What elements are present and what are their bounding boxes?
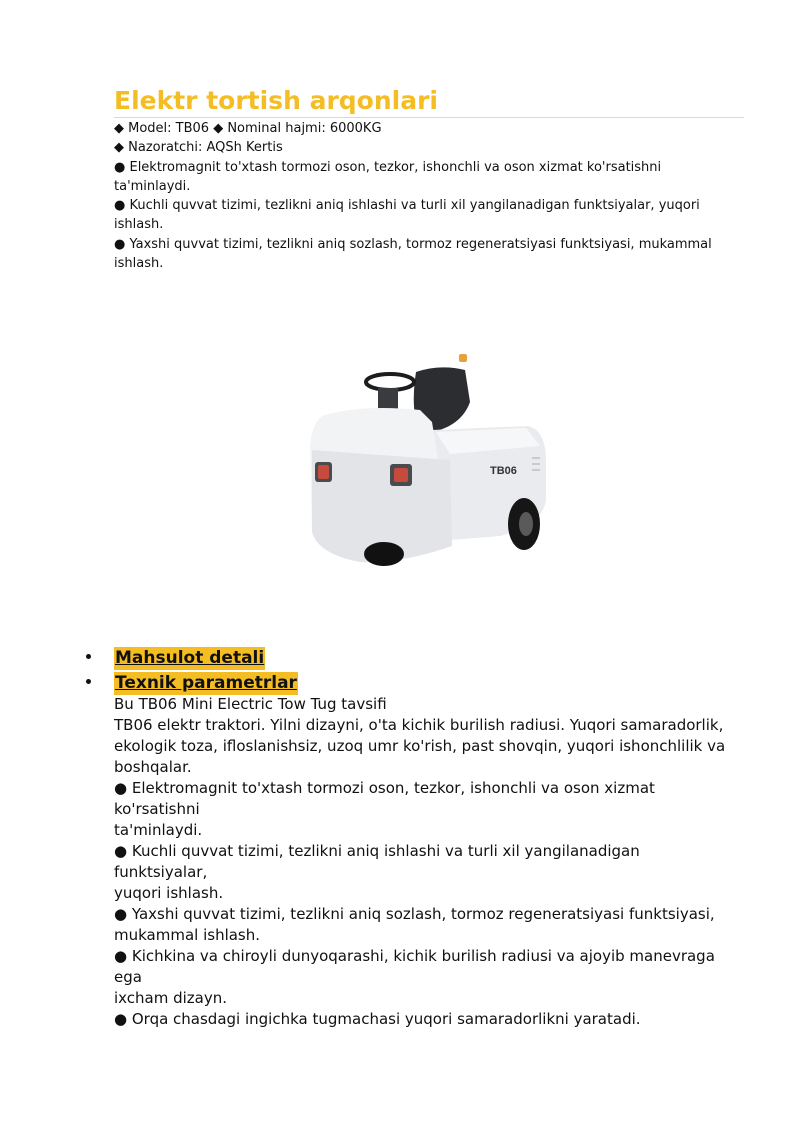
spec-line: ◆ Nazoratchi: AQSh Kertis	[114, 140, 283, 156]
spec-line: ● Elektromagnit to'xtash tormozi oson, tezkor, ishonchli va oson xizmat ko'rsatishni	[114, 159, 662, 175]
description-line: ● Yaxshi quvvat tizimi, tezlikni aniq sozlash, tormoz regeneratsiyasi funktsiyasi,	[114, 905, 715, 923]
description-line: Bu TB06 Mini Electric Tow Tug tavsifi	[114, 695, 387, 713]
model-badge: TB06	[490, 465, 517, 477]
tow-tractor-image	[300, 350, 560, 575]
description-line: boshqalar.	[114, 758, 192, 776]
spec-list	[114, 119, 744, 273]
description-line: ● Kuchli quvvat tizimi, tezlikni aniq ishlashi va turli xil yangilanadigan funktsiyalar,	[114, 842, 640, 881]
description-line: TB06 elektr traktori. Yilni dizayni, o'ta kichik burilish radiusi. Yuqori samaradorlik,	[114, 716, 724, 734]
product-tabs	[86, 645, 298, 695]
bullet-icon	[86, 654, 91, 659]
product-description	[114, 694, 734, 1030]
spec-line: ishlash.	[114, 217, 164, 233]
description-line: mukammal ishlash.	[114, 926, 261, 944]
tab-label[interactable]: Mahsulot detali	[115, 648, 265, 668]
description-line: ta'minlaydi.	[114, 821, 203, 839]
tab-product-detail[interactable]	[86, 645, 298, 670]
description-line: ekologik toza, ifloslanishsiz, uzoq umr ko'rish, past shovqin, yuqori ishonchlilik va	[114, 737, 726, 755]
spec-line: ◆ Model: TB06 ◆ Nominal hajmi: 6000KG	[114, 121, 382, 136]
description-line: ixcham dizayn.	[114, 989, 228, 1007]
header-section	[114, 84, 744, 273]
spec-line: ● Yaxshi quvvat tizimi, tezlikni aniq sozlash, tormoz regeneratsiyasi funktsiyasi, mukammal	[114, 236, 712, 252]
page-title: Elektr tortish arqonlari	[114, 84, 744, 118]
spec-line: ● Kuchli quvvat tizimi, tezlikni aniq ishlashi va turli xil yangilanadigan funktsiyalar, yuqori	[114, 198, 700, 214]
tab-technical-parameters[interactable]	[86, 670, 298, 695]
description-line: ● Orqa chasdagi ingichka tugmachasi yuqori samaradorlikni yaratadi.	[114, 1010, 641, 1028]
description-line: yuqori ishlash.	[114, 884, 224, 902]
spec-line: ta'minlaydi.	[114, 178, 191, 194]
description-line: ● Elektromagnit to'xtash tormozi oson, tezkor, ishonchli va oson xizmat ko'rsatishni	[114, 779, 655, 818]
spec-line: ishlash.	[114, 256, 164, 272]
tab-label[interactable]: Texnik parametrlar	[115, 673, 297, 693]
description-line: ● Kichkina va chiroyli dunyoqarashi, kichik burilish radiusi va ajoyib manevraga ega	[114, 947, 715, 986]
bullet-icon	[86, 679, 91, 684]
